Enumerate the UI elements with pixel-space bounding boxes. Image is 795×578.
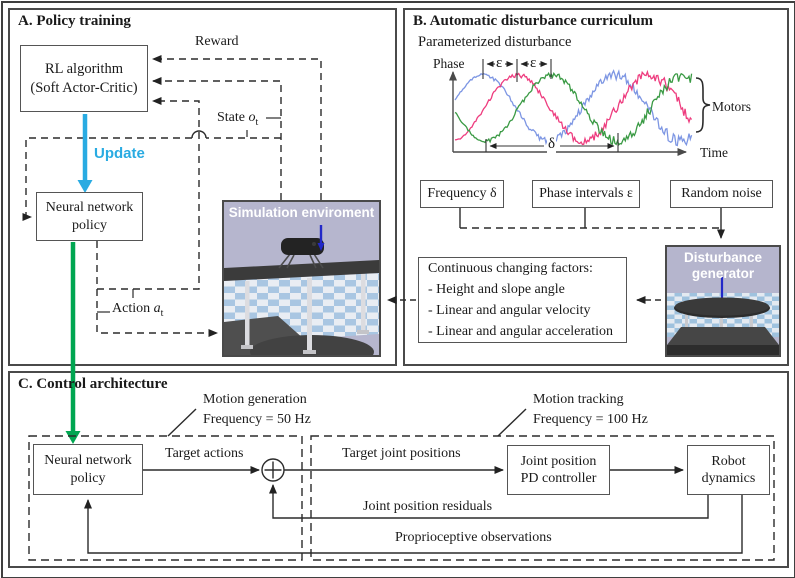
random-noise-box-label: Random noise <box>681 186 762 202</box>
factors-item-3: - Linear and angular acceleration <box>428 324 614 339</box>
panel-a-title: A. Policy training <box>18 13 131 29</box>
state-label: State $o_t$ <box>217 110 259 128</box>
rl-box-line1: RL algorithm <box>45 61 123 78</box>
gen-disc-top <box>675 298 769 316</box>
robot-dynamics-box <box>687 445 770 495</box>
phase-intervals-box <box>532 180 640 208</box>
phase-axis-label: Phase <box>433 56 465 71</box>
robot-line2: dynamics <box>701 471 756 486</box>
disturbance-generator-label <box>668 250 778 281</box>
motion-generation-callout <box>203 390 311 429</box>
motors-label: Motors <box>712 99 752 114</box>
update-label: Update <box>94 145 145 162</box>
simulation-environment-label: Simulation enviroment <box>228 205 375 220</box>
phase-intervals-box-label: Phase intervals ε <box>539 186 633 202</box>
policy-box-c <box>33 444 143 495</box>
time-axis-label: Time <box>700 145 729 160</box>
rl-box-line2: (Soft Actor-Critic) <box>30 79 138 96</box>
tracking-frequency-label: Frequency = 100 Hz <box>533 411 648 427</box>
policy-c-line1: Neural network <box>44 453 132 468</box>
gen-base-top <box>667 327 779 345</box>
target-joint-positions-label: Target joint positions <box>342 446 461 461</box>
delta-label: δ <box>548 136 556 152</box>
pd-controller-box <box>507 445 610 495</box>
motion-tracking-label: Motion tracking <box>533 392 624 407</box>
reward-label: Reward <box>195 34 239 49</box>
policy-a-line1: Neural network <box>45 200 134 215</box>
gen-label-line1: Disturbance <box>683 250 763 265</box>
pd-line2: PD controller <box>520 471 597 486</box>
panel-b-title: B. Automatic disturbance curriculum <box>413 13 653 29</box>
factors-item-1: - Height and slope angle <box>428 282 565 297</box>
frequency-box-label: Frequency δ <box>427 186 497 202</box>
robot-line1: Robot <box>711 453 746 469</box>
generation-frequency-label: Frequency = 50 Hz <box>203 411 311 427</box>
policy-a-line2: policy <box>72 217 107 233</box>
gen-label-line2: generator <box>691 265 755 281</box>
action-label: Action $a_t$ <box>112 301 164 319</box>
pd-line1: Joint position <box>520 453 597 469</box>
epsilon-label-2: ε <box>530 55 537 71</box>
epsilon-label-1: ε <box>496 55 503 71</box>
proprioceptive-observations-label: Proprioceptive observations <box>395 530 552 545</box>
simulation-environment-image <box>222 200 381 357</box>
changing-factors-box <box>418 257 627 343</box>
factors-title: Continuous changing factors: <box>428 261 593 276</box>
panel-c-title: C. Control architecture <box>18 376 168 392</box>
random-noise-box <box>670 180 773 208</box>
parameterized-disturbance-label: Parameterized disturbance <box>418 34 572 50</box>
policy-c-line2: policy <box>70 470 106 486</box>
factors-item-2: - Linear and angular velocity <box>428 303 591 318</box>
gen-base-front <box>667 345 779 355</box>
rl-algorithm-box <box>20 45 148 112</box>
motion-tracking-callout <box>533 390 648 429</box>
target-actions-label: Target actions <box>165 446 244 461</box>
simulation-scene <box>224 202 379 355</box>
policy-box-a <box>36 192 143 241</box>
joint-position-residuals-label: Joint position residuals <box>363 499 493 514</box>
motion-generation-label: Motion generation <box>203 392 307 407</box>
frequency-box <box>420 180 504 208</box>
